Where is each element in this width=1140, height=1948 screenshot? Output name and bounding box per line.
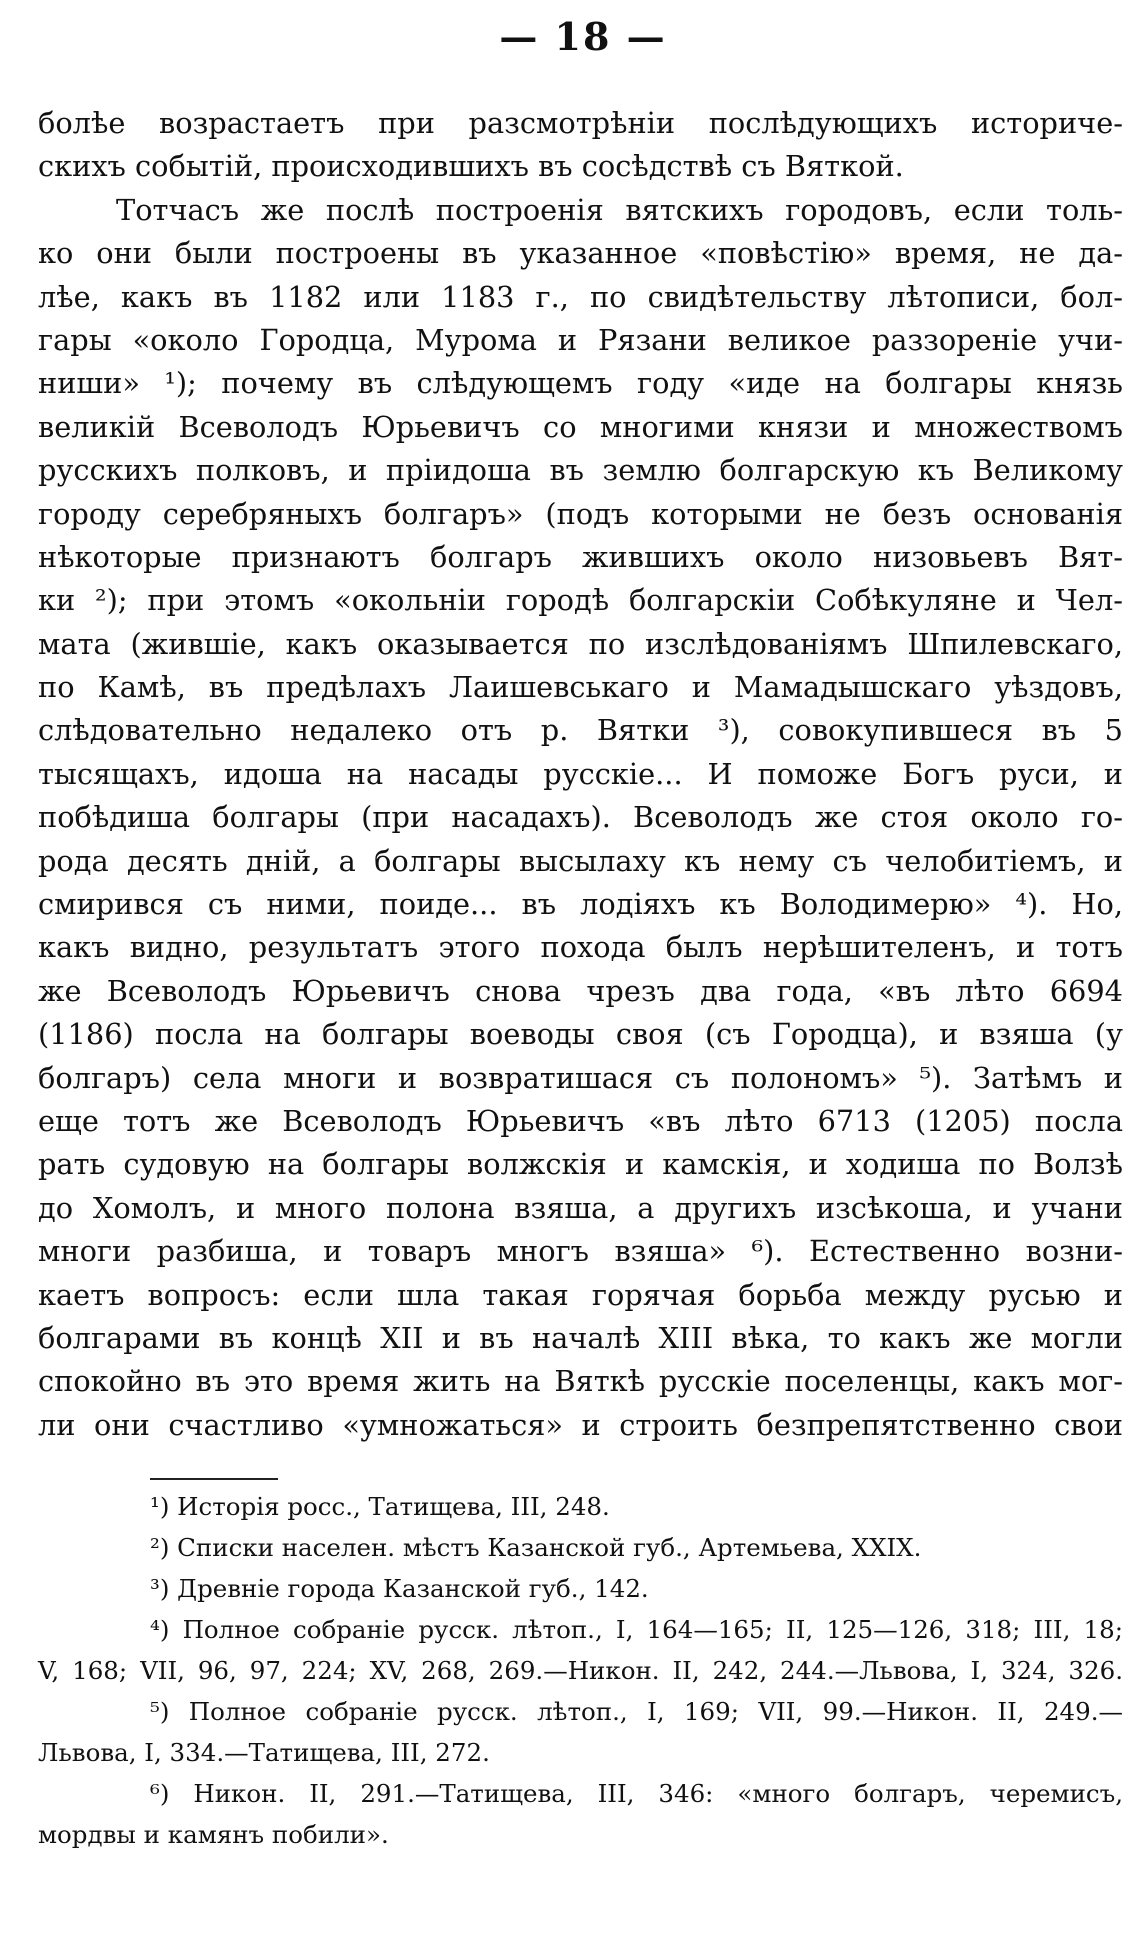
text-line: до Хомолъ, и много полона взяша, а другихъ изсѣкоша, и учани <box>38 1190 1123 1225</box>
footnote-4-continued: V, 168; VII, 96, 97, 224; XV, 268, 269.—Никон. II, 242, 244.—Львова, I, 324, 326. <box>38 1656 1123 1685</box>
text-line: многи разбиша, и товаръ многъ взяша» ⁶). Естественно возни- <box>38 1234 1123 1269</box>
text-line: же Всеволодъ Юрьевичъ снова чрезъ два года, «въ лѣто 6694 <box>38 973 1123 1008</box>
footnote-4: ⁴) Полное собраніе русск. лѣтоп., I, 164—165; II, 125—126, 318; III, 18; <box>150 1615 1123 1644</box>
text-line: нѣкоторые признаютъ болгаръ жившихъ около низовьевъ Вят- <box>38 539 1123 574</box>
text-line: болгарами въ концѣ XII и въ началѣ XIII вѣка, то какъ же могли <box>38 1320 1123 1355</box>
text-line: великій Всеволодъ Юрьевичъ со многими князи и множествомъ <box>38 409 1123 444</box>
text-line: городу серебряныхъ болгаръ» (подъ которыми не безъ основанія <box>38 496 1123 531</box>
footnotes <box>38 1486 1123 1855</box>
text-line: русскихъ полковъ, и пріидоша въ землю болгарскую къ Великому <box>38 453 1123 488</box>
text-line: (1186) посла на болгары воеводы своя (съ Городца), и взяша (у <box>38 1017 1123 1052</box>
text-line: побѣдиша болгары (при насадахъ). Всеволодъ же стоя около го- <box>38 800 1123 835</box>
text-line: смирився съ ними, поиде... въ лодіяхъ къ Володимерю» ⁴). Но, <box>38 887 1123 922</box>
text-line: ко они были построены въ указанное «повѣстію» время, не да- <box>38 236 1123 271</box>
footnote-divider <box>150 1478 278 1480</box>
text-line: ки ²); при этомъ «окольніи городѣ болгарскіи Собѣкуляне и Чел- <box>38 583 1123 618</box>
text-line: слѣдовательно недалеко отъ р. Вятки ³), совокупившеся въ 5 <box>38 713 1123 748</box>
text-line: какъ видно, результатъ этого похода былъ нерѣшителенъ, и тотъ <box>38 930 1123 965</box>
text-line: болгаръ) села многи и возвратишася съ полономъ» ⁵). Затѣмъ и <box>38 1060 1123 1095</box>
footnote-1: ¹) Исторія росс., Татищева, III, 248. <box>150 1492 610 1521</box>
text-line: по Камѣ, въ предѣлахъ Лаишевськаго и Мамадышскаго уѣздовъ, <box>38 670 1123 705</box>
text-line: скихъ событій, происходившихъ въ сосѣдствѣ съ Вяткой. <box>38 149 904 184</box>
text-line: гары «около Городца, Мурома и Рязани великое раззореніе учи- <box>38 322 1123 357</box>
text-line: еще тотъ же Всеволодъ Юрьевичъ «въ лѣто 6713 (1205) посла <box>38 1103 1123 1138</box>
text-line: лѣе, какъ въ 1182 или 1183 г., по свидѣтельству лѣтописи, бол- <box>38 279 1123 314</box>
text-line: каетъ вопросъ: если шла такая горячая борьба между русью и <box>38 1277 1123 1312</box>
text-line: рать судовую на болгары волжскія и камскія, и ходиша по Волзѣ <box>38 1147 1123 1182</box>
text-line: болѣе возрастаетъ при разсмотрѣніи послѣдующихъ историче- <box>38 106 1123 140</box>
body-text <box>38 102 1123 1447</box>
footnote-5: ⁵) Полное собраніе русск. лѣтоп., I, 169; VII, 99.—Никон. II, 249.— <box>150 1697 1123 1726</box>
text-line: ниши» ¹); почему въ слѣдующемъ году «иде на болгары князь <box>38 366 1123 401</box>
text-line: ли они счастливо «умножаться» и строить безпрепятственно свои <box>38 1407 1123 1442</box>
page <box>38 0 1128 1948</box>
text-line: Тотчасъ же послѣ построенія вятскихъ городовъ, если толь- <box>116 192 1123 227</box>
text-line: тысящахъ, идоша на насады русскіе... И поможе Богъ руси, и <box>38 756 1123 791</box>
text-line: рода десять дній, а болгары высылаху къ нему съ челобитіемъ, и <box>38 843 1123 878</box>
footnote-2: ²) Списки населен. мѣстъ Казанской губ., Артемьева, XXIX. <box>150 1533 922 1562</box>
page-number: — 18 — <box>499 14 667 59</box>
text-line: мата (жившіе, какъ оказывается по изслѣдованіямъ Шпилевскаго, <box>38 626 1123 661</box>
footnote-6: ⁶) Никон. II, 291.—Татищева, III, 346: «много болгаръ, черемисъ, <box>150 1779 1123 1808</box>
footnote-3: ³) Древніе города Казанской губ., 142. <box>150 1574 649 1603</box>
footnote-6-continued: мордвы и камянъ побили». <box>38 1820 389 1849</box>
footnote-5-continued: Львова, I, 334.—Татищева, III, 272. <box>38 1738 490 1767</box>
text-line: спокойно въ это время жить на Вяткѣ русскіе поселенцы, какъ мог- <box>38 1364 1123 1399</box>
